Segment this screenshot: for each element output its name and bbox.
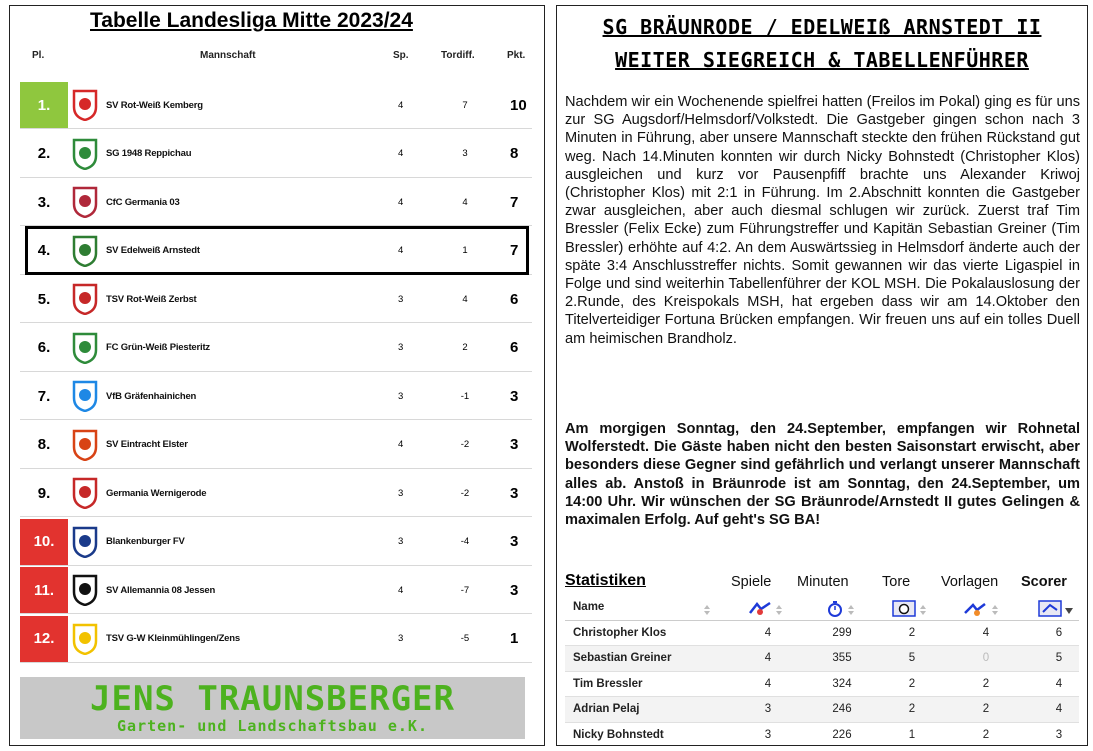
goal-icon[interactable] <box>892 600 916 617</box>
table-row <box>20 616 532 662</box>
stats-rows <box>565 621 1079 746</box>
points: 10 <box>510 96 527 114</box>
stat-scorer: 6 <box>1055 627 1063 639</box>
stat-tore: 2 <box>908 627 916 639</box>
stat-vorlagen: 2 <box>982 728 990 741</box>
table-row <box>20 373 532 419</box>
league-table-panel <box>9 5 545 746</box>
stats-table <box>565 596 1079 746</box>
games-played: 3 <box>398 487 404 499</box>
stat-minuten: 299 <box>832 627 852 639</box>
stats-header-spiele: Spiele <box>731 574 772 590</box>
stat-spiele: 4 <box>764 652 772 665</box>
points: 6 <box>510 290 519 308</box>
team-name: CfC Germania 03 <box>106 196 180 208</box>
points: 1 <box>510 630 519 647</box>
table-row <box>20 519 532 565</box>
stat-scorer: 5 <box>1055 652 1063 665</box>
player-name: Sebastian Greiner <box>573 652 672 665</box>
club-crest-icon <box>70 573 100 607</box>
player-name: Tim Bressler <box>573 677 643 690</box>
stats-row <box>565 672 1079 697</box>
rank: 1. <box>20 82 68 128</box>
team-name: SV Edelweiß Arnstedt <box>106 245 200 256</box>
own-team-highlight <box>25 226 529 275</box>
team-name: TSV Rot-Weiß Zerbst <box>106 293 197 305</box>
games-played: 4 <box>398 584 404 596</box>
table-row <box>20 422 532 468</box>
table-row <box>20 82 532 128</box>
club-crest-icon <box>70 88 100 122</box>
sponsor-name: JENS TRAUNSBERGER <box>90 679 455 719</box>
points: 7 <box>510 193 519 211</box>
stats-header-scorer: Scorer <box>1021 574 1067 590</box>
article-title-line1: SG BRÄUNRODE / EDELWEIß ARNSTEDT II <box>602 15 1042 39</box>
sort-arrows-icon[interactable] <box>775 604 783 616</box>
stat-spiele: 4 <box>764 677 772 690</box>
goal-difference: 1 <box>462 245 468 256</box>
table-row <box>20 131 532 177</box>
stat-minuten: 246 <box>832 703 852 716</box>
stat-vorlagen: 0 <box>982 652 990 665</box>
player-name: Christopher Klos <box>573 627 667 639</box>
table-title: Tabelle Landesliga Mitte 2023/24 <box>90 9 413 32</box>
stopwatch-icon[interactable] <box>827 600 843 617</box>
rank: 3. <box>37 193 51 211</box>
goal-difference: -7 <box>460 584 470 596</box>
stat-vorlagen: 4 <box>982 627 990 639</box>
table-row <box>20 567 532 613</box>
article-panel <box>556 5 1088 746</box>
stats-row <box>565 723 1079 746</box>
stat-tore: 1 <box>908 728 916 741</box>
team-name: SV Allemannia 08 Jessen <box>106 584 216 596</box>
stat-spiele: 3 <box>764 728 772 741</box>
team-name: SV Rot-Weiß Kemberg <box>106 99 203 111</box>
club-crest-icon <box>70 137 100 171</box>
points: 6 <box>510 339 519 356</box>
sponsor-banner <box>20 677 525 739</box>
rank: 2. <box>37 145 51 162</box>
points: 3 <box>510 484 519 502</box>
games-played: 4 <box>398 148 404 159</box>
club-crest-icon <box>70 185 100 219</box>
games-played: 4 <box>398 439 404 450</box>
header-mannschaft: Mannschaft <box>200 50 256 61</box>
table-row <box>20 470 532 516</box>
sort-arrows-icon[interactable] <box>847 604 855 616</box>
points: 3 <box>510 581 519 599</box>
assist-icon[interactable] <box>963 601 987 617</box>
games-played: 4 <box>398 196 404 208</box>
stats-header-minuten: Minuten <box>797 574 849 590</box>
scorer-icon[interactable] <box>1038 600 1062 617</box>
goal-difference: -2 <box>460 487 470 499</box>
stats-title: Statistiken <box>565 572 646 589</box>
rank: 8. <box>37 436 51 453</box>
stats-row <box>565 646 1079 671</box>
club-crest-icon <box>70 622 100 656</box>
sort-arrows-icon[interactable] <box>703 604 711 616</box>
table-row <box>20 325 532 371</box>
team-name: VfB Gräfenhainichen <box>106 390 197 402</box>
stat-vorlagen: 2 <box>982 703 990 716</box>
table-row <box>20 179 532 225</box>
stat-tore: 2 <box>908 677 916 690</box>
goal-difference: -1 <box>460 390 470 402</box>
club-crest-icon <box>70 428 100 462</box>
stat-spiele: 3 <box>764 703 772 716</box>
games-played: 3 <box>398 536 404 547</box>
goal-difference: 4 <box>462 196 468 208</box>
header-tordiff: Tordiff. <box>441 50 475 61</box>
stats-row <box>565 697 1079 722</box>
table-row <box>20 276 532 322</box>
stat-scorer: 4 <box>1055 677 1063 690</box>
club-crest-icon <box>70 525 100 559</box>
rank: 7. <box>37 387 51 405</box>
stats-header-vorlagen: Vorlagen <box>941 574 999 590</box>
stat-scorer: 4 <box>1055 703 1063 716</box>
points: 3 <box>510 387 519 405</box>
stat-minuten: 355 <box>832 652 852 665</box>
club-crest-icon <box>70 476 100 510</box>
games-played: 4 <box>398 245 404 256</box>
article-paragraph-2: Am morgigen Sonntag, den 24.September, empfangen wir Rohnetal Wolferstedt. Die Gäste haben nicht den besten Saisonstart erwischt, aber besonders diese Gegner sind gefährlich und verlangt unserer Mannschaft alles ab. Anstoß in Bräunrode ist am Sonntag, den 24.September, um 14:00 Uhr. Wir wünschen der SG Bräunrode/Arnstedt II gutes Gelingen & maximalen Erfolg. Auf geht's SG BA! <box>565 421 1080 529</box>
header-sp: Sp. <box>393 50 409 61</box>
player-name: Adrian Pelaj <box>573 703 640 716</box>
points: 7 <box>510 242 519 259</box>
stat-vorlagen: 2 <box>982 677 990 690</box>
stat-tore: 5 <box>908 652 916 665</box>
sort-desc-icon[interactable] <box>1065 608 1073 614</box>
games-played: 3 <box>398 633 404 644</box>
goal-difference: -2 <box>460 439 470 450</box>
team-name: SV Eintracht Elster <box>106 439 188 450</box>
rank: 9. <box>37 484 51 502</box>
stat-spiele: 4 <box>764 627 772 639</box>
games-played: 3 <box>398 342 404 353</box>
club-crest-icon <box>70 331 100 365</box>
article-paragraph-1: Nachdem wir ein Wochenende spielfrei hatten (Freilos im Pokal) ging es für uns zur SG Augsdorf/Helmsdorf/Volkstedt. Die Gastgeber gingen schon nach 3 Minuten in Führung, aber unsere Mannschaft steckte den frühen Rückstand gut weg. Nach 14.Minuten konnten wir durch Nicky Bohnstedt (Christopher Klos) ausgleichen und kurz vor Pausenpfiff brachte uns Alexander Kriwoj (Christopher Klos) mit 2:1 in Führung. Im 2.Abschnitt konnten die Gastgeber zwar ausgleichen, aber auch diesmal schlugen wir zurück. Zuerst traf Tim Bressler (Felix Ecke) zum Führungstreffer und Kapitän Sebastian Greiner (Tim Bressler) erhöhte auf 4:2. An dem Auswärtssieg in Helmsdorf änderte auch der späte 3:4 Anschlusstreffer nichts. Somit gewannen wir das vierte Ligaspiel in Folge und sind weiterhin Tabellenführer der KOL MSH. Die Pokalauslosung der 2.Runde, des Kreispokals MSH, hat ergeben dass wir am 14.Oktober den Titelverteidiger Fortuna Brücken empfangen. Wir freuen uns auf ein tolles Duell am heimischen Brandholz. <box>565 94 1080 347</box>
goal-difference: 4 <box>462 293 468 305</box>
header-pl: Pl. <box>32 50 45 61</box>
rank: 12. <box>20 616 68 662</box>
stat-minuten: 226 <box>832 728 852 741</box>
team-name: SG 1948 Reppichau <box>106 148 192 159</box>
rank: 10. <box>20 519 68 565</box>
goal-difference: 2 <box>462 342 468 353</box>
team-name: FC Grün-Weiß Piesteritz <box>106 342 210 353</box>
points: 3 <box>510 436 519 453</box>
article-title-line2: WEITER SIEGREICH & TABELLENFÜHRER <box>615 48 1029 72</box>
stat-minuten: 324 <box>832 677 852 690</box>
games-icon[interactable] <box>748 601 772 617</box>
team-name: Germania Wernigerode <box>106 487 207 499</box>
goal-difference: -4 <box>460 536 470 547</box>
points: 3 <box>510 533 519 550</box>
sponsor-subtitle: Garten- und Landschaftsbau e.K. <box>117 717 428 735</box>
header-pkt: Pkt. <box>507 50 526 61</box>
team-name: Blankenburger FV <box>106 536 185 547</box>
games-played: 3 <box>398 293 404 305</box>
sort-arrows-icon[interactable] <box>919 604 927 616</box>
rank: 5. <box>37 290 51 308</box>
sort-arrows-icon[interactable] <box>991 604 999 616</box>
club-crest-icon <box>70 282 100 316</box>
stats-icon-header <box>565 596 1079 621</box>
points: 8 <box>510 145 519 162</box>
games-played: 4 <box>398 99 404 111</box>
rank: 4. <box>37 242 51 259</box>
stats-row <box>565 621 1079 646</box>
club-crest-icon <box>70 379 100 413</box>
goal-difference: -5 <box>460 633 470 644</box>
player-name: Nicky Bohnstedt <box>573 728 664 741</box>
goal-difference: 7 <box>462 99 468 111</box>
team-name: TSV G-W Kleinmühlingen/Zens <box>106 633 240 644</box>
goal-difference: 3 <box>462 148 468 159</box>
stat-tore: 2 <box>908 703 916 716</box>
stats-name-header[interactable]: Name <box>573 601 605 613</box>
rank: 11. <box>20 567 68 613</box>
rank: 6. <box>37 339 51 356</box>
stats-header-tore: Tore <box>882 574 911 590</box>
games-played: 3 <box>398 390 404 402</box>
stat-scorer: 3 <box>1055 728 1063 741</box>
